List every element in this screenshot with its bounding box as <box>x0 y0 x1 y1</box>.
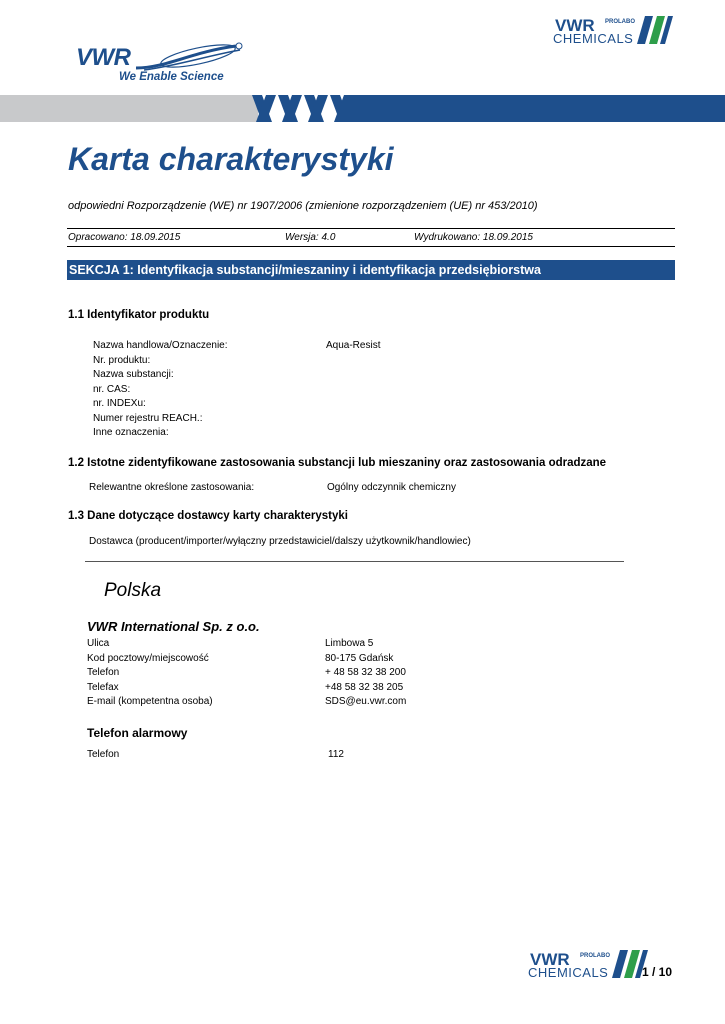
meta-top-rule <box>67 228 675 229</box>
meta-bottom-rule <box>67 246 675 247</box>
relevant-uses-label: Relewantne określone zastosowania: <box>89 482 255 493</box>
phone-value: + 48 58 32 38 200 <box>325 667 406 678</box>
emergency-heading: Telefon alarmowy <box>87 726 188 740</box>
subsection-1-2-heading: 1.2 Istotne zidentyfikowane zastosowania substancji lub mieszaniny oraz zastosowania odradzane <box>68 457 607 469</box>
vwr-swoosh-icon <box>136 42 246 72</box>
company-name: VWR International Sp. z o.o. <box>87 619 260 634</box>
vwr-tagline: We Enable Science <box>119 71 224 83</box>
prepared-date: Opracowano: 18.09.2015 <box>68 232 181 243</box>
footer-chem-logo-prolabo: PROLABO <box>580 953 610 959</box>
footer-chem-logo-chemicals: CHEMICALS <box>528 965 609 980</box>
product-number-label: Nr. produktu: <box>93 354 151 366</box>
vwr-chemicals-logo-footer <box>528 950 648 980</box>
postal-code-value: 80-175 Gdańsk <box>325 652 394 664</box>
cas-number-label: nr. CAS: <box>93 383 131 395</box>
email-value[interactable]: SDS@eu.vwr.com <box>325 696 407 707</box>
vwr-logo <box>76 42 241 86</box>
country-name: Polska <box>104 580 162 601</box>
trade-name-label: Nazwa handlowa/Oznaczenie: <box>93 340 228 351</box>
section-1-title: SEKCJA 1: Identyfikacja substancji/mieszaniny i identyfikacja przedsiębiorstwa <box>69 263 541 277</box>
document-title: Karta charakterystyki <box>68 141 394 177</box>
phone-label: Telefon <box>87 667 120 678</box>
section-1-header <box>67 260 675 280</box>
footer-chem-logo-vwr: VWR <box>530 950 570 969</box>
emergency-phone-value: 112 <box>328 749 344 760</box>
other-designations-label: Inne oznaczenia: <box>93 427 169 438</box>
email-label: E-mail (kompetentna osoba) <box>87 696 213 707</box>
chem-bars-icon <box>637 16 673 44</box>
emergency-phone-label: Telefon <box>87 749 120 760</box>
subsection-1-1-heading: 1.1 Identyfikator produktu <box>68 309 210 321</box>
index-number-label: nr. INDEXu: <box>93 398 146 409</box>
fax-value: +48 58 32 38 205 <box>325 681 404 693</box>
chem-logo-chemicals: CHEMICALS <box>553 31 634 46</box>
regulation-subtitle: odpowiedni Rozporządzenie (WE) nr 1907/2006 (zmienione rozporządzeniem (UE) nr 453/2010) <box>68 200 538 212</box>
supplier-note: Dostawca (producent/importer/wyłączny przedstawiciel/dalszy użytkownik/handlowiec) <box>89 536 471 547</box>
chem-logo-prolabo: PROLABO <box>605 19 635 25</box>
subsection-1-3-heading: 1.3 Dane dotyczące dostawcy karty charakterystyki <box>68 510 348 522</box>
street-label: Ulica <box>87 638 110 649</box>
vwr-chemicals-logo-top <box>553 16 673 46</box>
header-band-blue <box>352 95 725 122</box>
version: Wersja: 4.0 <box>285 232 336 243</box>
supplier-rule <box>85 561 624 562</box>
substance-name-label: Nazwa substancji: <box>93 369 174 380</box>
band-chevrons-icon <box>252 95 358 122</box>
fax-label: Telefax <box>87 681 119 693</box>
page-number: 1 / 10 <box>642 965 673 979</box>
printed-date: Wydrukowano: 18.09.2015 <box>414 232 533 243</box>
header-band-grey <box>0 95 258 122</box>
vwr-logo-text: VWR <box>76 44 131 71</box>
trade-name-value: Aqua-Resist <box>326 340 381 351</box>
street-value: Limbowa 5 <box>325 638 374 649</box>
reach-number-label: Numer rejestru REACH.: <box>93 412 203 424</box>
relevant-uses-value: Ogólny odczynnik chemiczny <box>327 482 456 493</box>
postal-code-label: Kod pocztowy/miejscowość <box>87 652 209 664</box>
chem-logo-vwr: VWR <box>555 16 595 35</box>
